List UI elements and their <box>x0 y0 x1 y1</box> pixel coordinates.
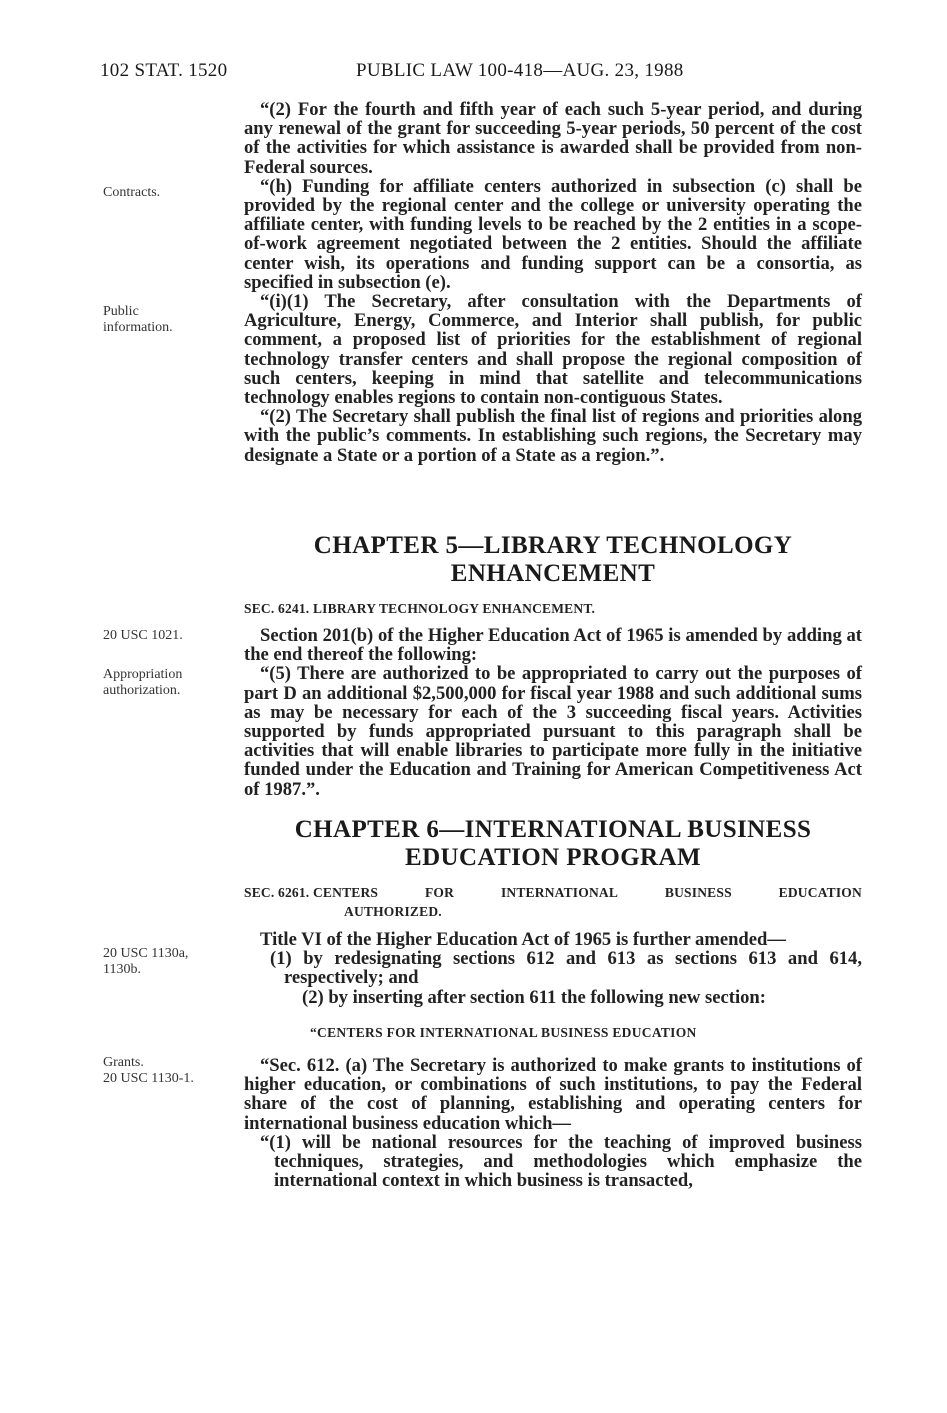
chapter-6-title-line-2: EDUCATION PROGRAM <box>405 844 701 871</box>
margin-note-appropriation <box>103 667 233 699</box>
chapter-5-heading <box>244 532 862 588</box>
section-612-paragraph-a: “Sec. 612. (a) The Secretary is authorized to make grants to institutions of higher education, or combinations of such institutions, to pay the Federal share of the cost of planning, establishing and operating centers for international business education which— <box>244 1055 862 1134</box>
centers-heading: “CENTERS FOR INTERNATIONAL BUSINESS EDUCATION <box>310 1025 697 1040</box>
section-6261-intro: Title VI of the Higher Education Act of 1965 is further amended— <box>260 929 786 950</box>
margin-note-grants <box>103 1055 233 1087</box>
chapter-6-title-line-1: CHAPTER 6—INTERNATIONAL BUSINESS <box>294 816 812 843</box>
chapter-6-heading <box>244 816 862 872</box>
section-6261-heading <box>244 885 862 920</box>
page-reference: 102 STAT. 1520 <box>100 60 228 81</box>
margin-note-line: authorization. <box>103 683 181 698</box>
heading-word: INTERNATIONAL <box>500 885 619 900</box>
margin-note-line: Public <box>103 304 139 319</box>
chapter-5-body <box>244 626 862 799</box>
heading-word: SEC. 6261. CENTERS <box>244 885 379 900</box>
margin-note-usc-1130a <box>103 946 233 978</box>
section-6241-intro: Section 201(b) of the Higher Education Act of 1965 is amended by adding at the end thereof the following: <box>244 625 862 666</box>
upper-body-text <box>244 100 862 465</box>
chapter-6-body <box>244 930 862 1007</box>
margin-note-line: 20 USC 1130a, <box>103 946 189 961</box>
heading-word: FOR <box>424 885 455 900</box>
margin-note-line: 20 USC 1130-1. <box>103 1071 194 1086</box>
chapter-5-title-line-2: ENHANCEMENT <box>450 560 656 587</box>
chapter-5-title-line-1: CHAPTER 5—LIBRARY TECHNOLOGY <box>313 532 793 559</box>
section-6241-heading: SEC. 6241. LIBRARY TECHNOLOGY ENHANCEMENT. <box>244 601 596 616</box>
heading-word: BUSINESS <box>664 885 732 900</box>
margin-note-public-information <box>103 304 233 336</box>
heading-word: EDUCATION <box>778 885 862 900</box>
law-title: PUBLIC LAW 100-418—AUG. 23, 1988 <box>356 60 684 81</box>
section-6261-item-2: (2) by inserting after section 611 the following new section: <box>302 986 766 1008</box>
paragraph-i-1: “(i)(1) The Secretary, after consultation with the Departments of Agriculture, Energy, Commerce, and Interior shall publish, for public comment, a proposed list of priorities for the establishment of regional technology transfer centers and shall propose the regional composition of such centers, keeping in mind that satellite and telecommunications technology enables regions to contain non-contiguous States. <box>244 291 862 409</box>
section-612-item-1: “(1) will be national resources for the teaching of improved business techniques, strategies, and methodologies which emphasize the international context in which business is transacted, <box>260 1131 862 1192</box>
margin-note-line: Appropriation <box>103 667 183 682</box>
section-6261-item-1: (1) by redesignating sections 612 and 613 as sections 613 and 614, respectively; and <box>270 948 862 989</box>
paragraph-i-2: “(2) The Secretary shall publish the final list of regions and priorities along with the public’s comments. In establishing such regions, the Secretary may designate a State or a portion of a State as a region.”. <box>244 406 862 466</box>
paragraph-h: “(h) Funding for affiliate centers authorized in subsection (c) shall be provided by the regional center and the college or university operating the affiliate center, with funding levels to be reached by the 2 entities in a scope-of-work agreement negotiated between the 2 entities. Should the affiliate center wish, its operations and funding support can be a consortia, as specified in subsection (e). <box>244 175 862 293</box>
section-6261-heading-line-1 <box>244 885 862 901</box>
margin-note-usc-1021: 20 USC 1021. <box>103 628 183 643</box>
section-6241-paragraph-5: “(5) There are authorized to be appropriated to carry out the purposes of part D an additional $2,500,000 for fiscal year 1988 and such additional sums as may be necessary for each of the 3 succeeding fiscal years. Activities supported by funds appropriated pursuant to this paragraph shall be activities that will enable libraries to participate more fully in the initiative funded under the Education and Training for American Competitiveness Act of 1987.”. <box>244 663 862 800</box>
margin-note-line: 1130b. <box>103 962 141 977</box>
paragraph-2: “(2) For the fourth and fifth year of each such 5-year period, and during any renewal of the grant for succeeding 5-year periods, 50 percent of the cost of the activities for which assistance is awarded shall be provided from non-Federal sources. <box>244 99 862 178</box>
section-6261-heading-line-2: AUTHORIZED. <box>344 904 442 919</box>
section-612-body <box>244 1056 862 1190</box>
margin-note-contracts: Contracts. <box>103 185 161 200</box>
margin-note-line: Grants. <box>103 1055 144 1070</box>
margin-note-line: information. <box>103 320 173 335</box>
